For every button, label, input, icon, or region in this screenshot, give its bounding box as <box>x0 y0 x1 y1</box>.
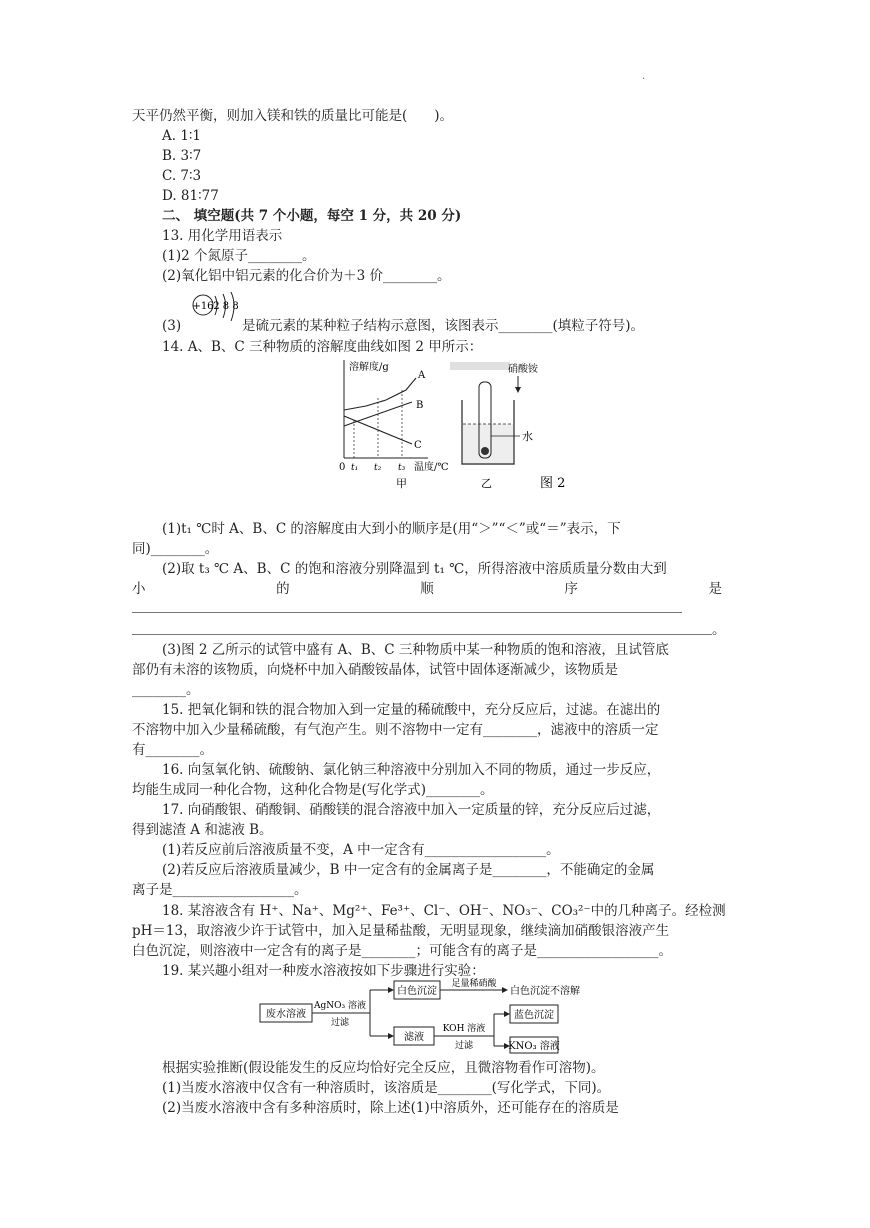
spread-char-3: 顺 <box>420 581 434 597</box>
q14-part1-line1: (1)t₁ ℃时 A、B、C 的溶解度由大到小的顺序是(用“＞”“＜”或“＝”表示，下 <box>162 521 621 537</box>
spread-char-1: 小 <box>132 581 146 597</box>
q15-line1: 15. 把氧化铜和铁的混合物加入到一定量的稀硫酸中，充分反应后，过滤。在滤出的 <box>162 702 661 718</box>
solubility-axis-label: 溶解度/g <box>349 362 389 373</box>
flow-white-precipitate: 白色沉淀 <box>397 986 437 997</box>
q17-line2: 得到滤渣 A 和滤液 B。 <box>132 822 273 838</box>
nucleus-charge: +16 <box>192 301 214 312</box>
sub-figure-jia: 甲 <box>396 477 407 490</box>
q17-part1: (1)若反应前后溶液质量不变，A 中一定含有__________________。 <box>162 842 560 858</box>
flow-waste-solution: 废水溶液 <box>266 1009 306 1020</box>
option-d: D. 81∶77 <box>162 188 219 204</box>
q13-stem: 13. 用化学用语表示 <box>162 228 283 244</box>
q15-line3: 有________。 <box>132 742 213 758</box>
q13-part3-label: (3) <box>162 318 182 334</box>
q14-part3-line2: 部仍有未溶的该物质，向烧杯中加入硝酸铵晶体，试管中固体逐渐减少，该物质是 <box>132 662 618 678</box>
q17-part2-line2: 离子是__________________。 <box>132 882 308 898</box>
q14-part1-line2: 同)________。 <box>132 541 219 557</box>
q16-line2: 均能生成同一种化合物，这种化合物是(写化学式)________。 <box>132 782 494 798</box>
option-a: A. 1∶1 <box>162 128 202 144</box>
flow-reagent-hno3: 足量稀硝酸 <box>451 979 497 989</box>
sub-figure-yi: 乙 <box>481 477 492 490</box>
q14-part2-end: 。 <box>712 622 726 638</box>
q14-stem: 14. A、B、C 三种物质的溶解度曲线如图 2 甲所示： <box>162 339 483 355</box>
q19-part1: (1)当废水溶液中仅含有一种溶质时，该溶质是________(写化学式，下同)。 <box>162 1080 611 1096</box>
figure-2 <box>336 356 586 494</box>
flow-result-insoluble: 白色沉淀不溶解 <box>510 986 580 997</box>
origin-label: 0 <box>339 462 346 473</box>
experiment-flowchart <box>258 978 598 1054</box>
page-dot: · <box>642 74 646 85</box>
flow-reagent-agno3: AgNO₃ 溶液 <box>314 1001 366 1011</box>
spread-char-2: 的 <box>276 581 290 597</box>
option-c: C. 7∶3 <box>162 168 202 184</box>
sulfur-particle-diagram <box>190 288 250 332</box>
curve-b-label: B <box>416 400 424 411</box>
option-b: B. 3∶7 <box>162 148 202 164</box>
answer-blank-line-1 <box>132 612 682 613</box>
spread-char-5: 是 <box>708 581 722 597</box>
q16-line1: 16. 向氢氧化钠、硫酸钠、氯化钠三种溶液中分别加入不同的物质，通过一步反应， <box>162 762 661 778</box>
flow-filtrate: 滤液 <box>404 1032 424 1043</box>
curve-c-label: C <box>414 440 422 451</box>
section-title: 二、 填空题(共 7 个小题，每空 1 分，共 20 分) <box>162 208 462 224</box>
curve-a-label: A <box>418 370 426 381</box>
q14-part3-line1: (3)图 2 乙所示的试管中盛有 A、B、C 三种物质中某一种物质的饱和溶液，且试管底 <box>162 642 669 658</box>
q19-note: 根据实验推断(假设能发生的反应均恰好完全反应，且微溶物看作可溶物)。 <box>162 1060 605 1076</box>
tick-t1: t₁ <box>351 463 359 473</box>
temperature-axis-label: 温度/℃ <box>414 462 449 473</box>
q14-part3-line3: ________。 <box>132 682 200 698</box>
q15-line2: 不溶物中加入少量稀硫酸，有气泡产生。则不溶物中一定有________，滤液中的溶质一定 <box>132 722 659 738</box>
figure-caption: 图 2 <box>540 476 566 491</box>
q19-stem: 19. 某兴趣小组对一种废水溶液按如下步骤进行实验： <box>162 963 485 979</box>
q18-line1: 18. 某溶液含有 H⁺、Na⁺、Mg²⁺、Fe³⁺、Cl⁻、OH⁻、NO₃⁻、CO₃²⁻中的几种离子。经检测 <box>162 903 726 919</box>
flow-filter-1: 过滤 <box>330 1018 350 1028</box>
answer-blank-line-2 <box>132 634 712 635</box>
electron-shells: 2 8 8 <box>213 301 239 312</box>
q17-part2-line1: (2)若反应后溶液质量减少，B 中一定含有的金属离子是________，不能确定的金属 <box>162 862 655 878</box>
q13-part3-text: 是硫元素的某种粒子结构示意图，该图表示________(填粒子符号)。 <box>242 318 645 334</box>
spread-char-4: 序 <box>564 581 578 597</box>
flow-blue-precipitate: 蓝色沉淀 <box>514 1010 554 1021</box>
q18-line2: pH＝13，取溶液少许于试管中，加入足量稀盐酸，无明显现象，继续滴加硝酸银溶液产生 <box>132 923 670 939</box>
flow-kno3-solution: KNO₃ 溶液 <box>508 1041 560 1052</box>
flow-reagent-koh: KOH 溶液 <box>442 1024 486 1034</box>
q19-part2: (2)当废水溶液中含有多种溶质时，除上述(1)中溶质外，还可能存在的溶质是 <box>162 1100 619 1116</box>
q13-part1: (1)2 个氮原子________。 <box>162 248 316 264</box>
q18-line3: 白色沉淀，则溶液中一定含有的离子是________；可能含有的离子是__________________。 <box>132 943 672 959</box>
curve-a <box>344 378 416 410</box>
q17-line1: 17. 向硝酸银、硝酸铜、硝酸镁的混合溶液中加入一定质量的锌，充分反应后过滤， <box>162 802 661 818</box>
tick-t3: t₃ <box>398 463 406 473</box>
flow-filter-2: 过滤 <box>454 1041 474 1051</box>
question-intro: 天平仍然平衡，则加入镁和铁的质量比可能是( )。 <box>132 108 454 124</box>
tick-t2: t₂ <box>374 463 382 473</box>
q14-part2-line2 <box>132 579 722 599</box>
ammonium-nitrate-label: 硝酸铵 <box>508 364 538 375</box>
water-label: 水 <box>522 430 533 443</box>
q13-part2: (2)氧化铝中铝元素的化合价为＋3 价________。 <box>162 268 451 284</box>
q14-part2-line1: (2)取 t₃ ℃ A、B、C 的饱和溶液分别降温到 t₁ ℃，所得溶液中溶质质量分数由大到 <box>162 561 667 577</box>
